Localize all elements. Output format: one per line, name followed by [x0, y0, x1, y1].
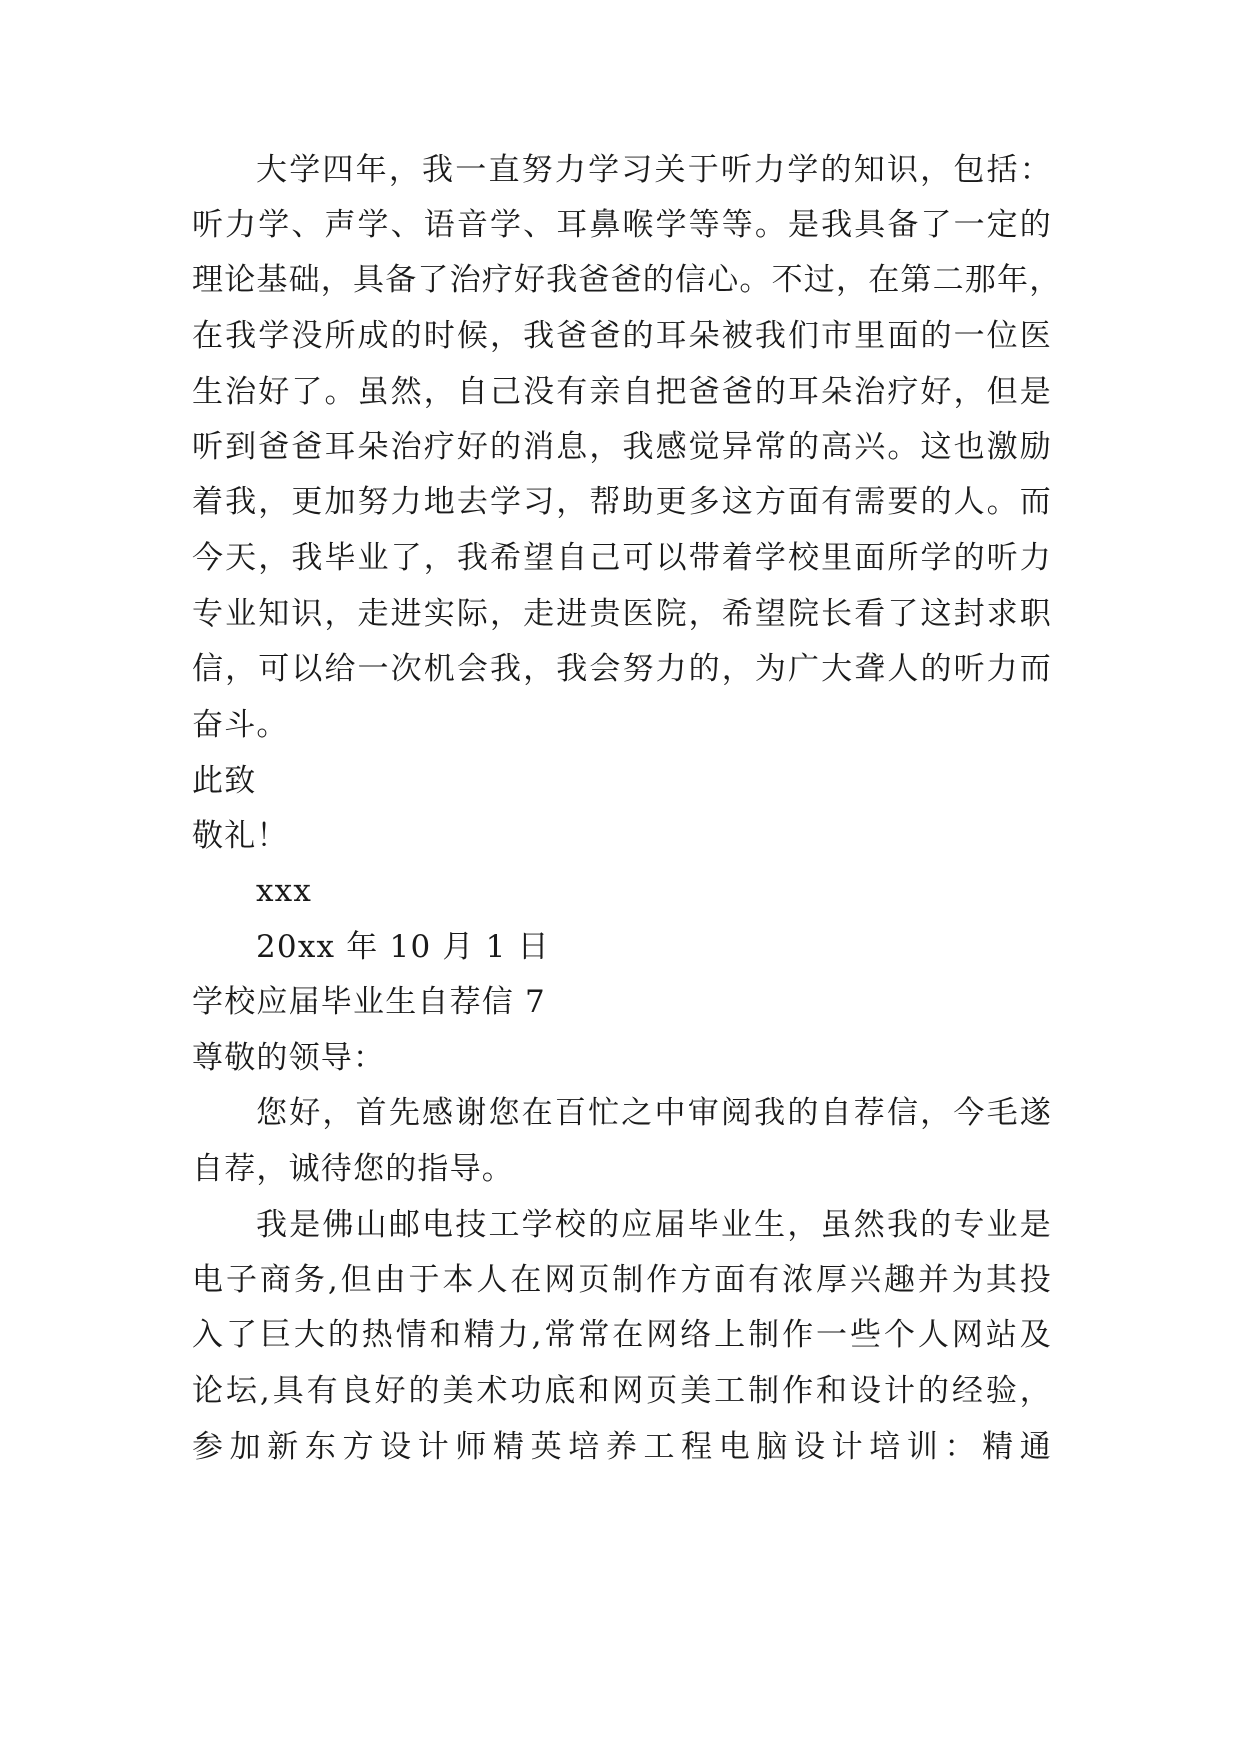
signature-date: 20xx 年 10 月 1 日 — [256, 929, 550, 965]
paragraph-line: 论坛,具有良好的美术功底和网页美工制作和设计的经验， — [192, 1373, 1052, 1409]
greeting-line: 尊敬的领导： — [192, 1040, 386, 1076]
paragraph-line: 听力学、声学、语音学、耳鼻喉学等等。是我具备了一定的 — [192, 207, 1052, 243]
closing-line: 此致 — [192, 763, 257, 799]
section-title: 学校应届毕业生自荐信 7 — [192, 984, 546, 1020]
paragraph-line: 奋斗。 — [192, 707, 289, 743]
paragraph-line: 着我，更加努力地去学习，帮助更多这方面有需要的人。而 — [192, 484, 1052, 520]
signature-name: xxx — [256, 873, 313, 909]
paragraph-line: 大学四年，我一直努力学习关于听力学的知识，包括： — [256, 152, 1052, 188]
paragraph-line: 在我学没所成的时候，我爸爸的耳朵被我们市里面的一位医 — [192, 318, 1052, 354]
paragraph-line: 专业知识，走进实际，走进贵医院，希望院长看了这封求职 — [192, 596, 1052, 632]
paragraph-line: 理论基础，具备了治疗好我爸爸的信心。不过，在第二那年， — [192, 262, 1062, 298]
paragraph-line: 听到爸爸耳朵治疗好的消息，我感觉异常的高兴。这也激励 — [192, 429, 1052, 465]
paragraph-line: 信，可以给一次机会我，我会努力的，为广大聋人的听力而 — [192, 651, 1052, 687]
paragraph-line: 电子商务,但由于本人在网页制作方面有浓厚兴趣并为其投 — [192, 1262, 1052, 1298]
paragraph-line: 您好，首先感谢您在百忙之中审阅我的自荐信，今毛遂 — [256, 1095, 1052, 1131]
paragraph-line: 今天，我毕业了，我希望自己可以带着学校里面所学的听力 — [192, 540, 1052, 576]
paragraph-line: 入了巨大的热情和精力,常常在网络上制作一些个人网站及 — [192, 1317, 1052, 1353]
salutation-line: 敬礼！ — [192, 818, 289, 854]
paragraph-line: 参加新东方设计师精英培养工程电脑设计培训：精通 — [192, 1429, 1052, 1465]
paragraph-line: 我是佛山邮电技工学校的应届毕业生，虽然我的专业是 — [256, 1207, 1052, 1243]
paragraph-line: 自荐，诚待您的指导。 — [192, 1151, 514, 1187]
paragraph-line: 生治好了。虽然，自己没有亲自把爸爸的耳朵治疗好，但是 — [192, 374, 1052, 410]
